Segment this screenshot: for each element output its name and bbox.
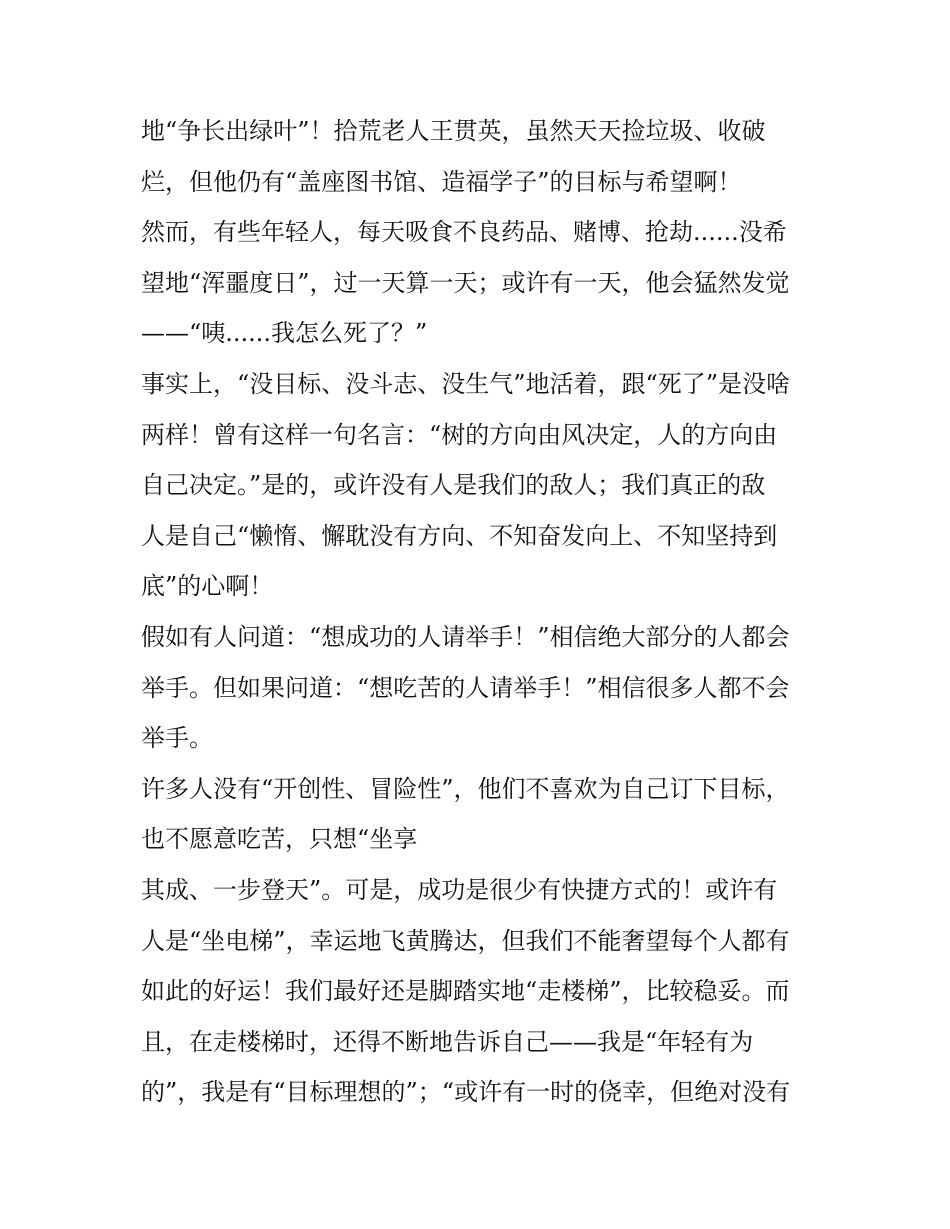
text-line: 如此的好运！我们最好还是脚踏实地“走楼梯”，比较稳妥。而: [141, 977, 790, 1006]
text-line: 两样！曾有这样一句名言：“树的方向由风决定，人的方向由: [141, 420, 778, 449]
text-line: 自己决定。”是的，或许没有人是我们的敌人；我们真正的敌: [141, 471, 766, 500]
text-line: ——“咦......我怎么死了？”: [141, 319, 428, 348]
text-line: 人是“坐电梯”，幸运地飞黄腾达，但我们不能奢望每个人都有: [141, 926, 790, 955]
text-line: 其成、一步登天”。可是，成功是很少有快捷方式的！或许有: [141, 875, 778, 904]
text-line: 且，在走楼梯时，还得不断地告诉自己——我是“年轻有为: [141, 1027, 754, 1056]
text-line: 底”的心啊！: [141, 572, 274, 601]
text-line: 的”，我是有“目标理想的”；“或许有一时的侥幸，但绝对没有: [141, 1078, 791, 1107]
text-line: 烂，但他仍有“盖座图书馆、造福学子”的目标与希望啊！: [141, 167, 742, 196]
text-line: 举手。但如果问道：“想吃苦的人请举手！”相信很多人都不会: [141, 673, 790, 702]
text-line: 人是自己“懒惰、懈耽没有方向、不知奋发向上、不知坚持到: [141, 521, 778, 550]
body-text: [141, 106, 821, 1118]
text-line: 然而，有些年轻人，每天吸食不良药品、赌博、抢劫......没希: [141, 218, 787, 247]
text-line: 举手。: [141, 724, 213, 753]
text-line: 也不愿意吃苦，只想“坐享: [141, 825, 418, 854]
text-line: 假如有人问道：“想成功的人请举手！”相信绝大部分的人都会: [141, 622, 790, 651]
text-line: 望地“浑噩度日”，过一天算一天；或许有一天，他会猛然发觉: [141, 268, 790, 297]
text-line: 许多人没有“开创性、冒险性”，他们不喜欢为自己订下目标，: [141, 774, 790, 803]
text-line: 地“争长出绿叶”！拾荒老人王贯英，虽然天天捡垃圾、收破: [141, 117, 766, 145]
text-line: 事实上，“没目标、没斗志、没生气”地活着，跟“死了”是没啥: [141, 369, 791, 398]
